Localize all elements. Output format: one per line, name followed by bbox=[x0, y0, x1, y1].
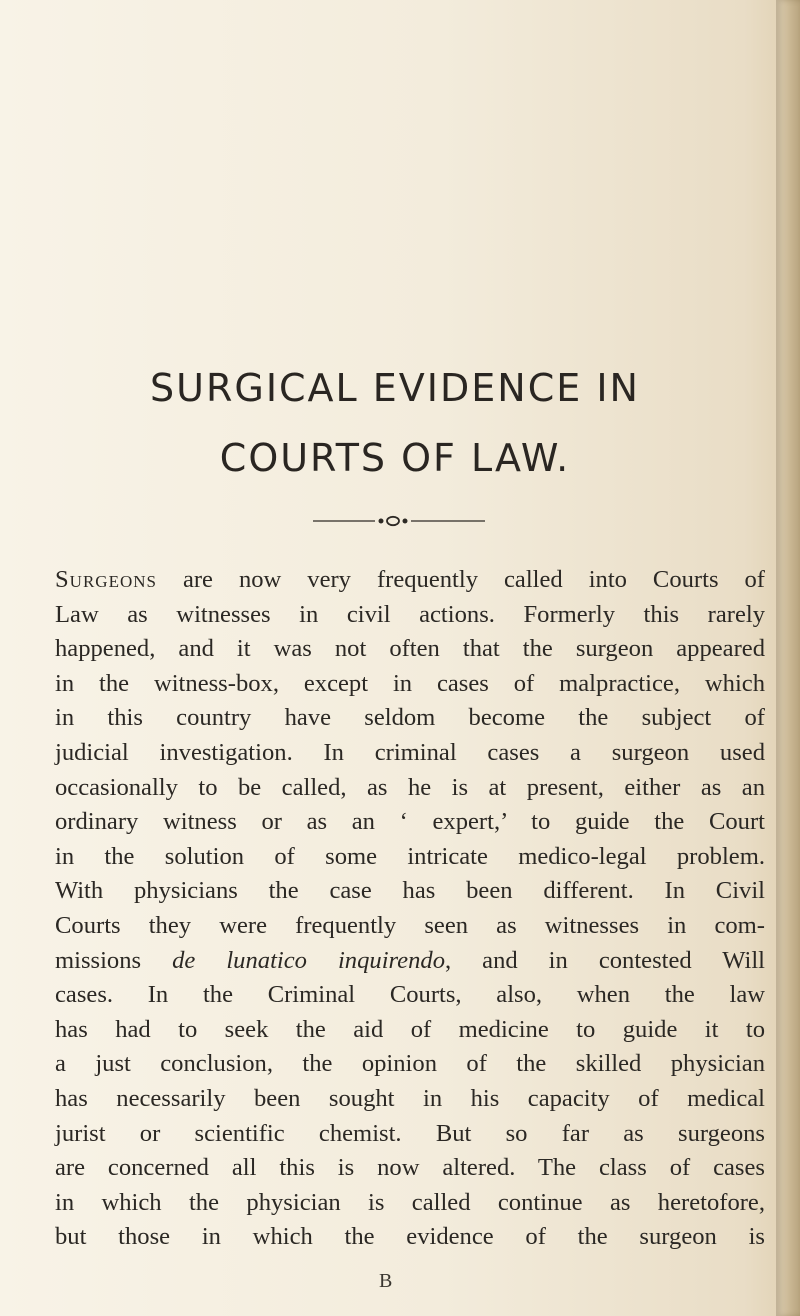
text-line: has had to seek the aid of medicine to guide it to bbox=[55, 1015, 765, 1043]
text-line: With physicians the case has been different. In Civil bbox=[55, 877, 765, 905]
text-line: judicial investigation. In criminal cases a surgeon used bbox=[55, 738, 765, 766]
text-line: but those in which the evidence of the surgeon is bbox=[55, 1223, 765, 1251]
opening-word-smallcaps: Surgeons bbox=[55, 566, 157, 593]
rule-ornament-icon bbox=[313, 514, 485, 528]
signature-mark: B bbox=[379, 1270, 393, 1292]
body-paragraph bbox=[55, 563, 765, 1255]
text-fragment: missions bbox=[55, 946, 173, 974]
text-line bbox=[55, 563, 765, 598]
text-line: in which the physician is called continue as heretofore, bbox=[55, 1188, 765, 1216]
latin-phrase: de lunatico inquirendo bbox=[172, 946, 445, 974]
chapter-title-line-1: SURGICAL EVIDENCE IN bbox=[150, 366, 640, 410]
page-edge-shadow bbox=[776, 0, 800, 1316]
chapter-title-line-2: COURTS OF LAW. bbox=[219, 436, 571, 480]
text-line: are concerned all this is now altered. The class of cases bbox=[55, 1154, 765, 1182]
text-line: has necessarily been sought in his capacity of medical bbox=[55, 1084, 765, 1112]
text-line: jurist or scientific chemist. But so far as surgeons bbox=[55, 1119, 765, 1147]
text-fragment: are now very frequently called into Courts of bbox=[156, 566, 765, 593]
text-line: in this country have seldom become the subject of bbox=[55, 704, 765, 732]
text-line: Courts they were frequently seen as witnesses in com- bbox=[55, 911, 765, 939]
text-line bbox=[55, 944, 765, 979]
text-line: occasionally to be called, as he is at present, either as an bbox=[55, 773, 765, 801]
text-line: happened, and it was not often that the surgeon appeared bbox=[55, 635, 765, 663]
text-line: ordinary witness or as an ‘ expert,’ to guide the Court bbox=[55, 808, 765, 836]
text-line: in the solution of some intricate medico-legal problem. bbox=[55, 842, 765, 870]
text-line: Law as witnesses in civil actions. Formerly this rarely bbox=[55, 600, 765, 628]
text-line: cases. In the Criminal Courts, also, when the law bbox=[55, 981, 765, 1009]
text-line: in the witness-box, except in cases of malpractice, which bbox=[55, 669, 765, 697]
text-line: a just conclusion, the opinion of the skilled physician bbox=[55, 1050, 765, 1078]
text-fragment: , and in contested Will bbox=[445, 946, 765, 974]
